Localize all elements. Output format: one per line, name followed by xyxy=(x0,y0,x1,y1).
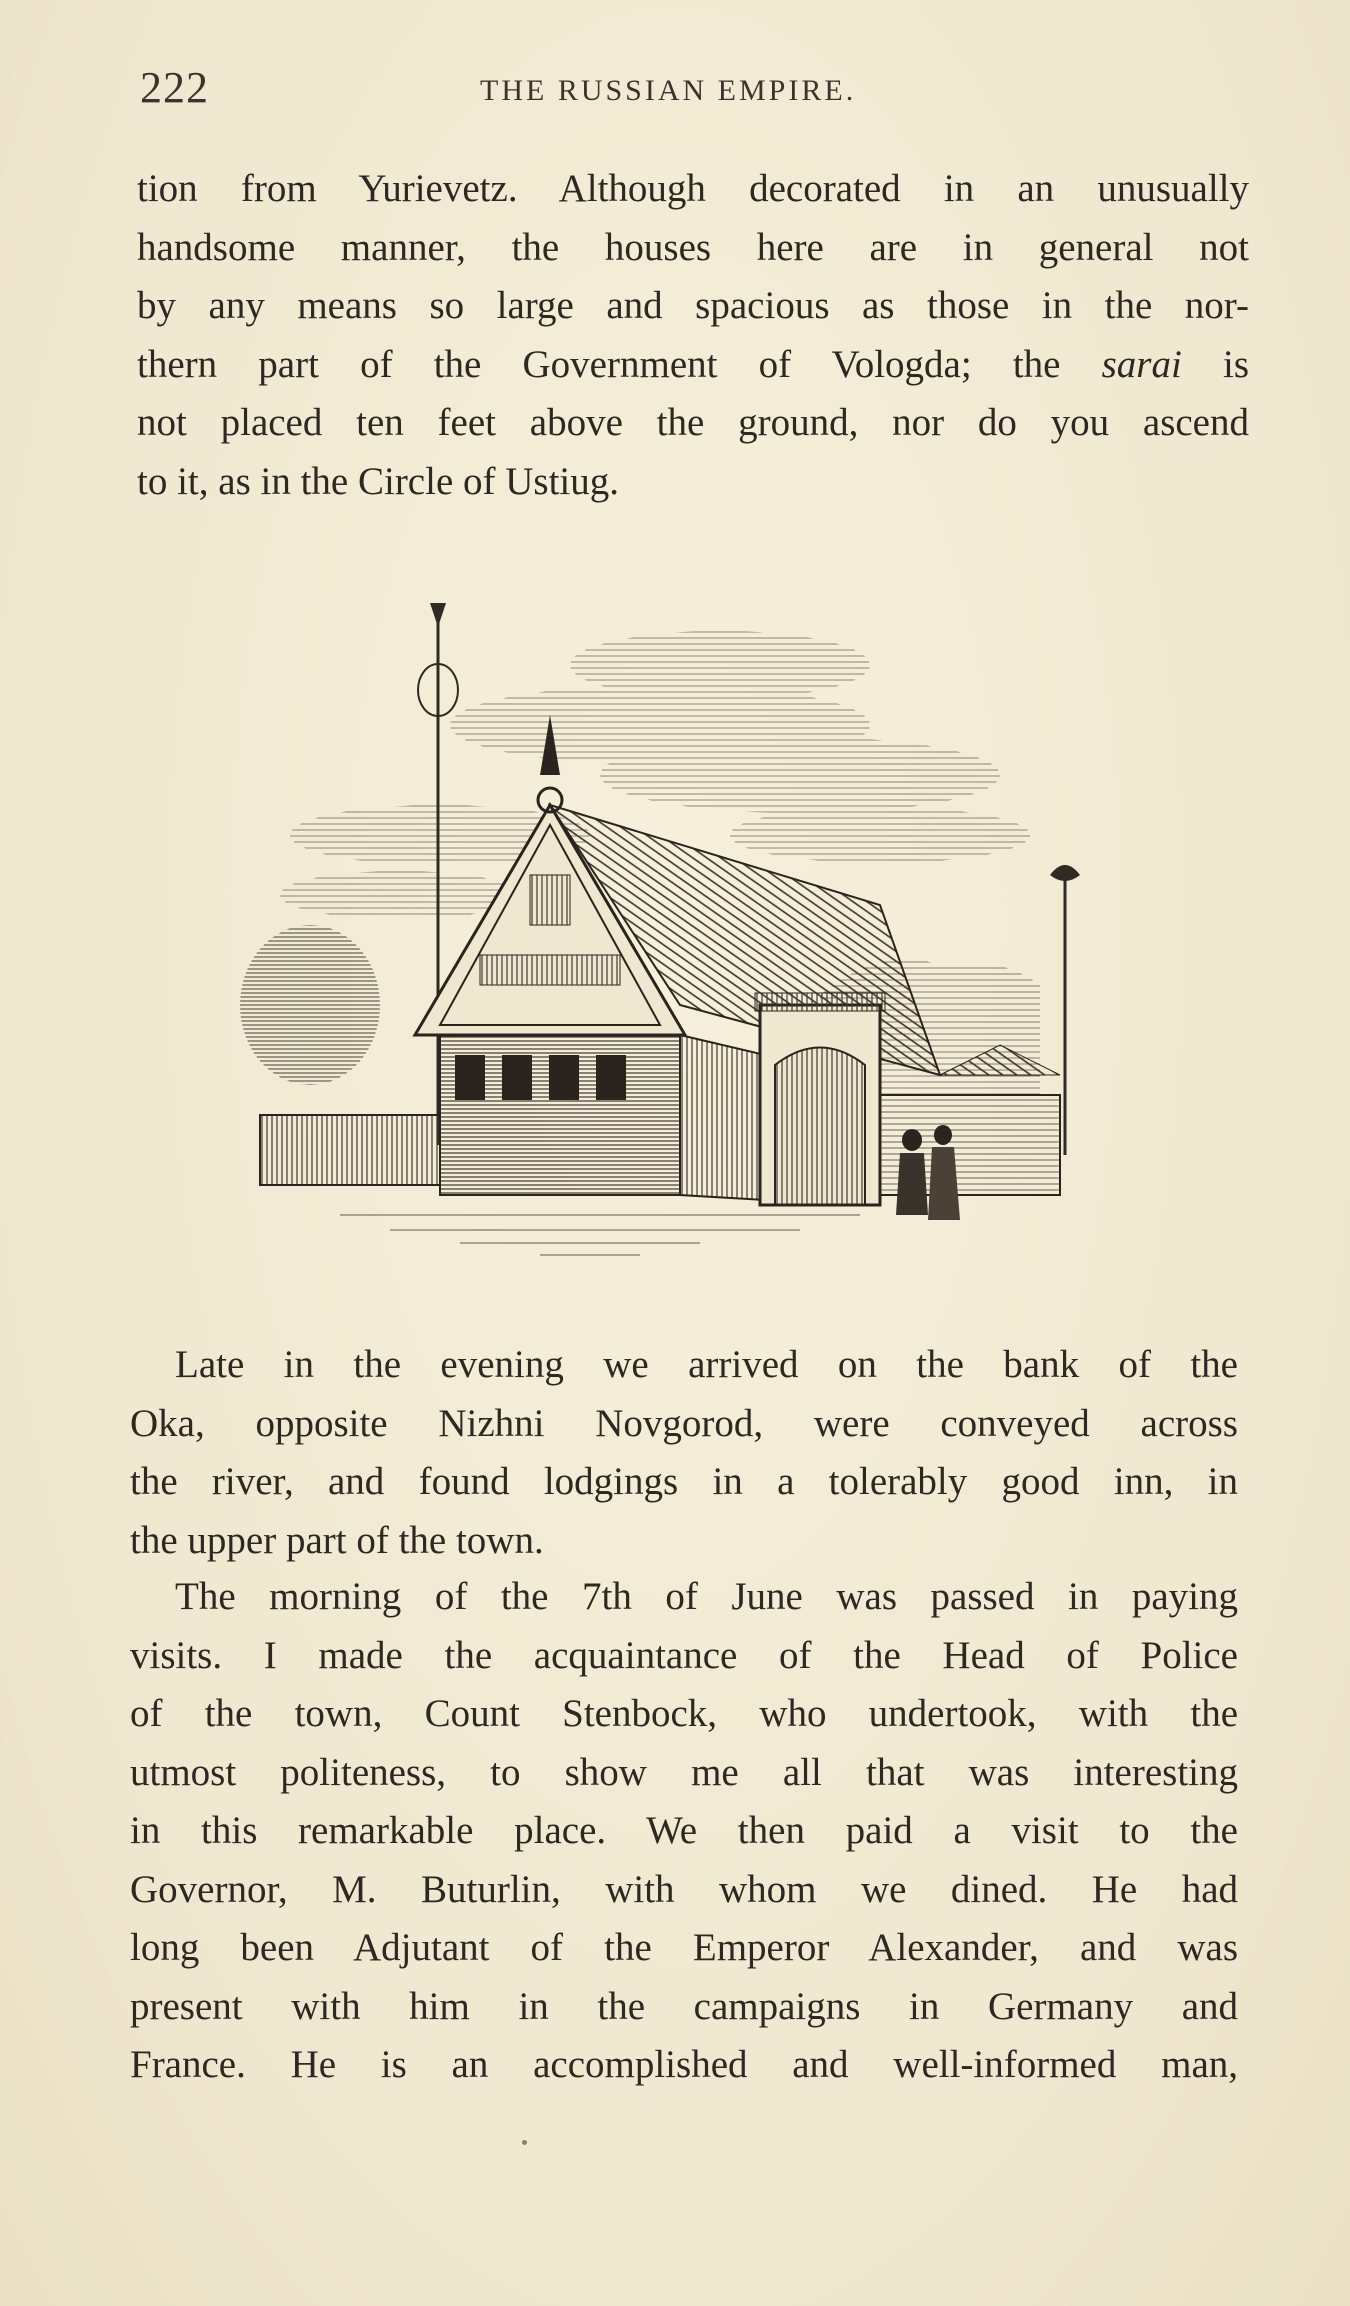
wooden-house-engraving-icon xyxy=(240,575,1160,1275)
paragraph-1 xyxy=(137,160,1249,511)
text-line: the upper part of the town. xyxy=(130,1518,544,1562)
text-line: utmost politeness, to show me all that was interesting xyxy=(130,1750,1238,1794)
text-fragment: thern part of the Government of Vologda; the xyxy=(137,342,1102,386)
text-line: in this remarkable place. We then paid a visit to the xyxy=(130,1809,1238,1852)
text-line: long been Adjutant of the Emperor Alexander, and was xyxy=(130,1926,1238,1969)
text-line: Oka, opposite Nizhni Novgorod, were conveyed across xyxy=(130,1401,1238,1445)
text-line: by any means so large and spacious as those in the nor- xyxy=(137,284,1249,327)
text-line: of the town, Count Stenbock, who undertook, with the xyxy=(130,1692,1238,1735)
text-line-with-italic xyxy=(137,336,1249,395)
text-line: Late in the evening we arrived on the bank of the xyxy=(175,1343,1238,1386)
text-line: France. He is an accomplished and well-informed man, xyxy=(130,2043,1238,2086)
running-head: THE RUSSIAN EMPIRE. xyxy=(480,74,857,107)
text-fragment: is xyxy=(1181,342,1249,386)
italic-term: sarai xyxy=(1101,342,1182,386)
text-line: present with him in the campaigns in Germany and xyxy=(130,1984,1238,2028)
text-line: handsome manner, the houses here are in general not xyxy=(137,225,1249,269)
text-line: Governor, M. Buturlin, with whom we dined. He had xyxy=(130,1867,1238,1911)
text-line: the river, and found lodgings in a tolerably good inn, in xyxy=(130,1460,1238,1503)
text-line: to it, as in the Circle of Ustiug. xyxy=(137,459,620,503)
text-line: tion from Yurievetz. Although decorated in an unusually xyxy=(137,167,1249,210)
text-line: not placed ten feet above the ground, nor do you ascend xyxy=(137,401,1249,444)
paper-speck xyxy=(522,2140,527,2145)
paragraph-3 xyxy=(130,1568,1238,2095)
page-header xyxy=(140,62,1250,122)
text-line: visits. I made the acquaintance of the Head of Police xyxy=(130,1633,1238,1677)
text-line: The morning of the 7th of June was passed in paying xyxy=(175,1575,1238,1618)
page-number: 222 xyxy=(140,63,209,112)
paragraph-2 xyxy=(130,1336,1238,1570)
